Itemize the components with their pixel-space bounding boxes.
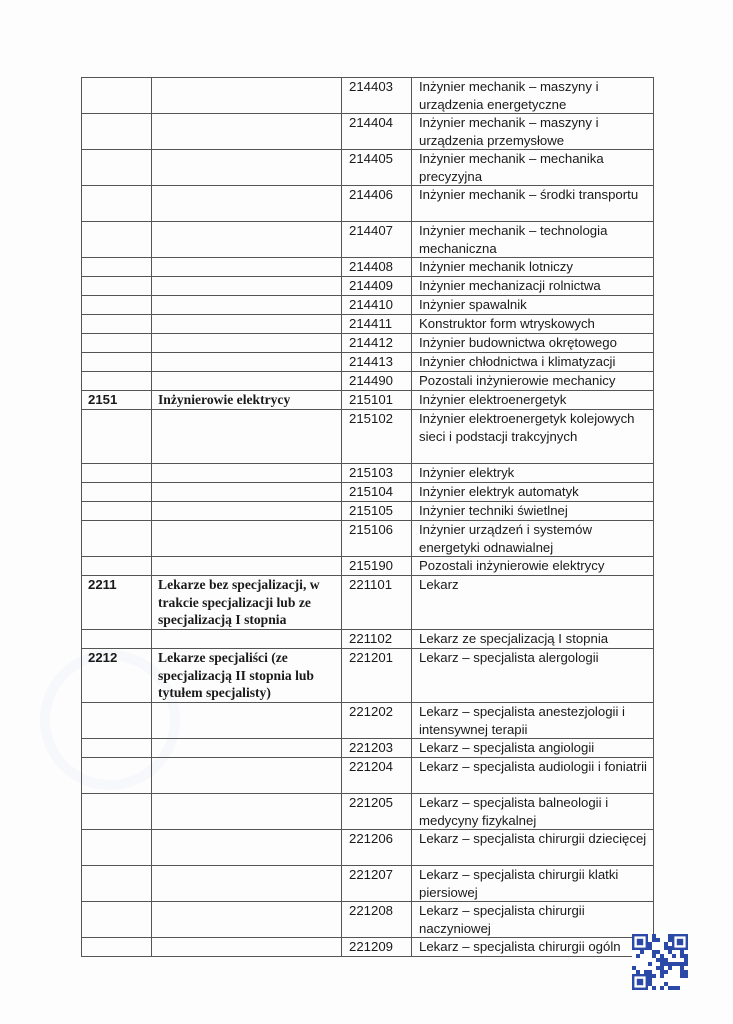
table-row (82, 315, 654, 334)
occupation-table (81, 77, 654, 957)
qr-code-icon (632, 934, 688, 990)
group-name-cell: Inżynierowie elektrycy (152, 391, 342, 410)
occupation-code-cell: 221205 (342, 794, 412, 830)
qr-finder-inner (637, 939, 643, 945)
qr-module (652, 938, 656, 942)
occupation-name-cell: Inżynier mechanik – środki transportu (412, 186, 654, 222)
group-code-cell (82, 150, 152, 186)
table-row (82, 557, 654, 576)
occupation-code-cell: 221201 (342, 649, 412, 703)
group-name-cell: Lekarze bez specjalizacji, w trakcie specjalizacji lub ze specjalizacją I stopnia (152, 576, 342, 630)
group-code-cell (82, 186, 152, 222)
table-row (82, 372, 654, 391)
group-code-cell (82, 114, 152, 150)
qr-module (652, 950, 656, 954)
group-code-cell (82, 521, 152, 557)
group-name-cell (152, 353, 342, 372)
qr-module (676, 986, 680, 990)
occupation-name-cell: Inżynier elektryk automatyk (412, 483, 654, 502)
qr-module (680, 954, 684, 958)
group-code-cell (82, 758, 152, 794)
occupation-code-cell: 214405 (342, 150, 412, 186)
group-name-cell (152, 739, 342, 758)
occupation-name-cell: Lekarz – specjalista audiologii i foniatrii (412, 758, 654, 794)
occupation-code-cell: 214403 (342, 78, 412, 114)
group-code-cell (82, 502, 152, 521)
occupation-code-cell: 214406 (342, 186, 412, 222)
qr-module (656, 966, 660, 970)
table-row (82, 186, 654, 222)
occupation-name-cell: Inżynier budownictwa okrętowego (412, 334, 654, 353)
qr-module (680, 966, 684, 970)
qr-module (656, 938, 660, 942)
occupation-code-cell: 214409 (342, 277, 412, 296)
qr-module (684, 962, 688, 966)
group-code-cell (82, 334, 152, 353)
occupation-name-cell: Lekarz – specjalista alergologii (412, 649, 654, 703)
group-name-cell (152, 258, 342, 277)
occupation-code-cell: 214490 (342, 372, 412, 391)
qr-module (668, 962, 672, 966)
qr-module (684, 974, 688, 978)
occupation-code-cell: 221102 (342, 630, 412, 649)
qr-module (664, 958, 668, 962)
qr-module (668, 966, 672, 970)
table-row (82, 464, 654, 483)
table-row (82, 758, 654, 794)
table-row (82, 902, 654, 938)
group-code-cell (82, 630, 152, 649)
qr-module (648, 946, 652, 950)
group-name-cell (152, 334, 342, 353)
group-code-cell (82, 372, 152, 391)
occupation-code-cell: 221101 (342, 576, 412, 630)
qr-module (664, 942, 668, 946)
occupation-code-cell: 215105 (342, 502, 412, 521)
occupation-code-cell: 221203 (342, 739, 412, 758)
qr-module (648, 982, 652, 986)
table-row (82, 353, 654, 372)
qr-module (680, 974, 684, 978)
occupation-code-cell: 221204 (342, 758, 412, 794)
group-code-cell (82, 464, 152, 483)
occupation-name-cell: Inżynier elektroenergetyk kolejowych sieci i podstacji trakcyjnych (412, 410, 654, 464)
occupation-name-cell: Lekarz – specjalista balneologii i medycyny fizykalnej (412, 794, 654, 830)
occupation-name-cell: Inżynier mechanik – maszyny i urządzenia przemysłowe (412, 114, 654, 150)
group-name-cell (152, 630, 342, 649)
qr-module (652, 986, 656, 990)
table-row (82, 78, 654, 114)
occupation-name-cell: Inżynier mechanik – technologia mechaniczna (412, 222, 654, 258)
occupation-name-cell: Lekarz – specjalista angiologii (412, 739, 654, 758)
table-row (82, 576, 654, 630)
occupation-name-cell: Inżynier spawalnik (412, 296, 654, 315)
qr-module (656, 958, 660, 962)
group-name-cell (152, 866, 342, 902)
table-row (82, 794, 654, 830)
group-code-cell (82, 902, 152, 938)
qr-module (648, 978, 652, 982)
table-row (82, 649, 654, 703)
qr-module (660, 970, 664, 974)
occupation-code-cell: 215190 (342, 557, 412, 576)
qr-module (664, 946, 668, 950)
occupation-code-cell: 214412 (342, 334, 412, 353)
table-row (82, 391, 654, 410)
table-row (82, 938, 654, 957)
table-row (82, 258, 654, 277)
occupation-name-cell: Lekarz – specjalista chirurgii klatki piersiowej (412, 866, 654, 902)
occupation-name-cell: Inżynier urządzeń i systemów energetyki odnawialnej (412, 521, 654, 557)
occupation-name-cell: Inżynier mechanik lotniczy (412, 258, 654, 277)
table-row (82, 410, 654, 464)
group-name-cell (152, 521, 342, 557)
group-name-cell (152, 464, 342, 483)
qr-module (644, 970, 648, 974)
qr-module (652, 934, 656, 938)
occupation-name-cell: Lekarz – specjalista chirurgii ogóln (412, 938, 654, 957)
qr-module (680, 962, 684, 966)
occupation-code-cell: 215101 (342, 391, 412, 410)
table-row (82, 866, 654, 902)
group-name-cell (152, 703, 342, 739)
table-row (82, 483, 654, 502)
occupation-name-cell: Konstruktor form wtryskowych (412, 315, 654, 334)
occupation-code-cell: 214410 (342, 296, 412, 315)
qr-module (680, 970, 684, 974)
group-name-cell (152, 315, 342, 334)
group-code-cell (82, 483, 152, 502)
qr-module (660, 974, 664, 978)
occupation-table-body (82, 78, 654, 957)
group-code-cell: 2212 (82, 649, 152, 703)
occupation-code-cell: 221207 (342, 866, 412, 902)
qr-module (660, 986, 664, 990)
group-name-cell (152, 902, 342, 938)
table-row (82, 334, 654, 353)
qr-module (660, 966, 664, 970)
qr-module (676, 962, 680, 966)
qr-module (656, 950, 660, 954)
occupation-name-cell: Inżynier techniki świetlnej (412, 502, 654, 521)
occupation-code-cell: 214407 (342, 222, 412, 258)
occupation-name-cell: Lekarz – specjalista anestezjologii i intensywnej terapii (412, 703, 654, 739)
group-name-cell (152, 186, 342, 222)
qr-module (652, 954, 656, 958)
qr-module (684, 958, 688, 962)
group-code-cell (82, 938, 152, 957)
group-code-cell (82, 277, 152, 296)
group-name-cell (152, 372, 342, 391)
table-row (82, 703, 654, 739)
occupation-name-cell: Lekarz ze specjalizacją I stopnia (412, 630, 654, 649)
group-code-cell (82, 739, 152, 758)
occupation-code-cell: 221208 (342, 902, 412, 938)
qr-finder-inner (677, 939, 683, 945)
occupation-name-cell: Lekarz – specjalista chirurgii dziecięcej (412, 830, 654, 866)
group-name-cell (152, 483, 342, 502)
qr-module (672, 962, 676, 966)
group-name-cell (152, 557, 342, 576)
qr-module (640, 950, 644, 954)
group-code-cell (82, 410, 152, 464)
occupation-name-cell: Inżynier mechanik – mechanika precyzyjna (412, 150, 654, 186)
qr-module (636, 954, 640, 958)
table-row (82, 630, 654, 649)
group-name-cell (152, 830, 342, 866)
qr-module (660, 958, 664, 962)
group-name-cell (152, 502, 342, 521)
group-code-cell (82, 222, 152, 258)
qr-finder-inner (637, 979, 643, 985)
table-row (82, 830, 654, 866)
table-row (82, 277, 654, 296)
occupation-code-cell: 214413 (342, 353, 412, 372)
qr-module (648, 974, 652, 978)
qr-module (664, 962, 668, 966)
occupation-code-cell: 215103 (342, 464, 412, 483)
qr-module (672, 986, 676, 990)
qr-module (684, 954, 688, 958)
qr-module (660, 962, 664, 966)
table-row (82, 114, 654, 150)
group-name-cell (152, 296, 342, 315)
qr-module (668, 950, 672, 954)
qr-module (680, 950, 684, 954)
table-row (82, 296, 654, 315)
group-name-cell (152, 222, 342, 258)
qr-module (632, 966, 636, 970)
qr-module (648, 962, 652, 966)
qr-module (652, 974, 656, 978)
occupation-code-cell: 215104 (342, 483, 412, 502)
group-code-cell (82, 830, 152, 866)
group-name-cell (152, 938, 342, 957)
qr-module (668, 938, 672, 942)
group-code-cell (82, 315, 152, 334)
group-code-cell (82, 557, 152, 576)
occupation-name-cell: Inżynier elektroenergetyk (412, 391, 654, 410)
table-row (82, 521, 654, 557)
group-code-cell: 2211 (82, 576, 152, 630)
occupation-name-cell: Pozostali inżynierowie elektrycy (412, 557, 654, 576)
table-row (82, 222, 654, 258)
occupation-name-cell: Inżynier elektryk (412, 464, 654, 483)
occupation-code-cell: 214411 (342, 315, 412, 334)
group-name-cell (152, 794, 342, 830)
qr-module (664, 982, 668, 986)
group-name-cell (152, 114, 342, 150)
occupation-code-cell: 214408 (342, 258, 412, 277)
group-name-cell (152, 277, 342, 296)
qr-module (668, 934, 672, 938)
occupation-code-cell: 214404 (342, 114, 412, 150)
group-code-cell (82, 78, 152, 114)
occupation-name-cell: Lekarz (412, 576, 654, 630)
occupation-code-cell: 221209 (342, 938, 412, 957)
group-code-cell (82, 703, 152, 739)
group-code-cell (82, 794, 152, 830)
group-code-cell (82, 866, 152, 902)
group-name-cell (152, 410, 342, 464)
group-code-cell: 2151 (82, 391, 152, 410)
qr-module (684, 970, 688, 974)
occupation-name-cell: Inżynier mechanik – maszyny i urządzenia energetyczne (412, 78, 654, 114)
occupation-name-cell: Inżynier mechanizacji rolnictwa (412, 277, 654, 296)
qr-module (648, 942, 652, 946)
qr-module (660, 954, 664, 958)
qr-module (648, 970, 652, 974)
occupation-code-cell: 215106 (342, 521, 412, 557)
table-row (82, 739, 654, 758)
group-name-cell (152, 78, 342, 114)
occupation-code-cell: 221202 (342, 703, 412, 739)
occupation-name-cell: Inżynier chłodnictwa i klimatyzacji (412, 353, 654, 372)
group-code-cell (82, 296, 152, 315)
group-code-cell (82, 353, 152, 372)
group-name-cell: Lekarze specjaliści (ze specjalizacją II stopnia lub tytułem specjalisty) (152, 649, 342, 703)
occupation-name-cell: Pozostali inżynierowie mechanicy (412, 372, 654, 391)
qr-module (672, 954, 676, 958)
occupation-code-cell: 221206 (342, 830, 412, 866)
qr-module (636, 970, 640, 974)
qr-module (664, 970, 668, 974)
group-name-cell (152, 758, 342, 794)
group-code-cell (82, 258, 152, 277)
occupation-name-cell: Lekarz – specjalista chirurgii naczyniowej (412, 902, 654, 938)
table-row (82, 150, 654, 186)
qr-module (668, 986, 672, 990)
table-row (82, 502, 654, 521)
group-name-cell (152, 150, 342, 186)
qr-module (668, 946, 672, 950)
occupation-code-cell: 215102 (342, 410, 412, 464)
